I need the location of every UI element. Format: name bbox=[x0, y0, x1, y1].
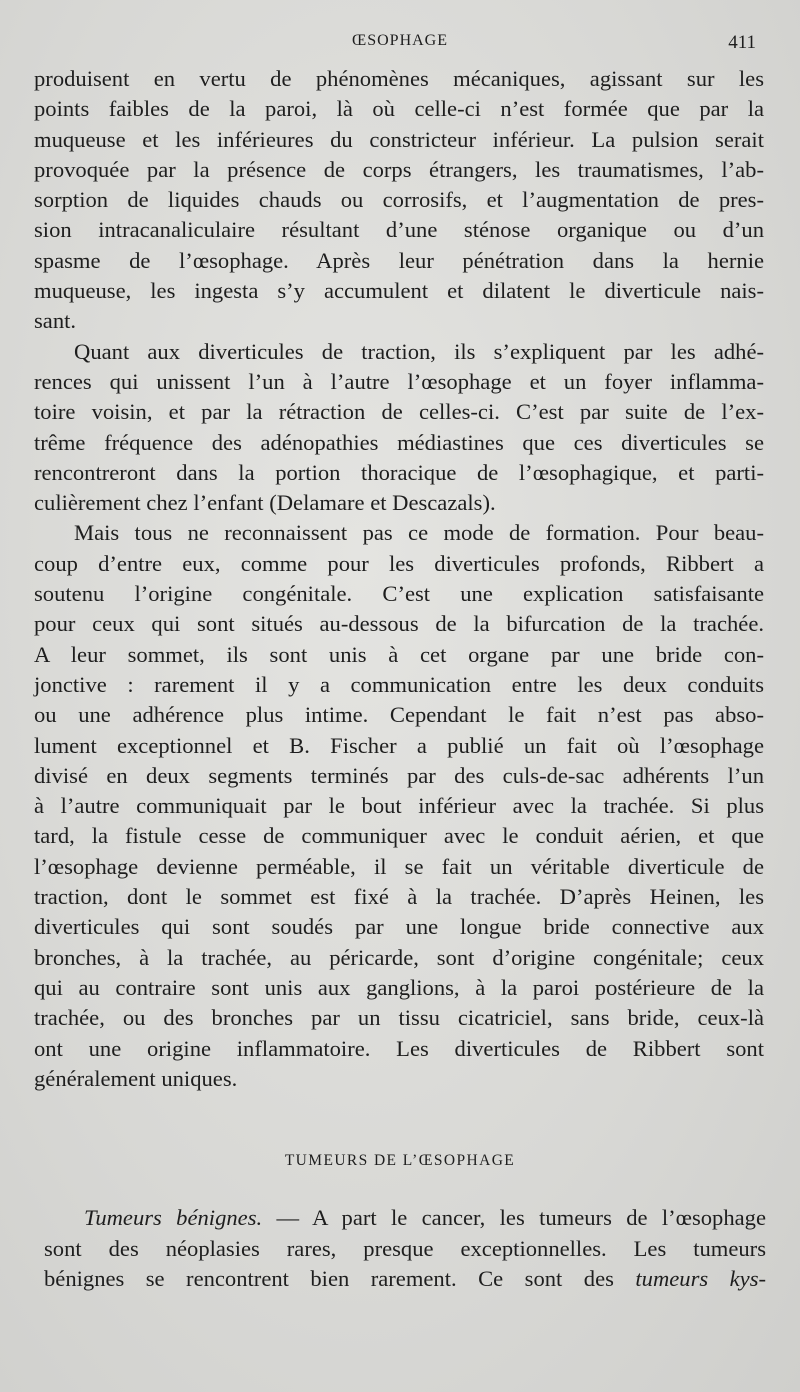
text-line: coup d’entre eux, comme pour les diverticules profonds, Ribbert a bbox=[34, 550, 764, 576]
text-line bbox=[44, 1264, 766, 1295]
running-head bbox=[0, 28, 800, 58]
text-line: tard, la fistule cesse de communiquer avec le conduit aérien, et que bbox=[34, 823, 764, 849]
text-line: ont une origine inflammatoire. Les diverticules de Ribbert sont bbox=[34, 1035, 764, 1061]
text-line: traction, dont le sommet est fixé à la trachée. D’après Heinen, les bbox=[34, 884, 764, 910]
running-title: ŒSOPHAGE bbox=[351, 32, 448, 49]
text-line: muqueuse, les ingesta s’y accumulent et dilatent le diverticule nais- bbox=[34, 278, 764, 304]
text-fragment: — A part le cancer, les tumeurs de l’œsophage bbox=[262, 1205, 766, 1230]
text-line: sion intracanaliculaire résultant d’une sténose organique ou d’un bbox=[34, 217, 764, 243]
text-line: Quant aux diverticules de traction, ils s’expliquent par les adhé- bbox=[74, 338, 764, 364]
text-line: spasme de l’œsophage. Après leur pénétration dans la hernie bbox=[34, 247, 764, 273]
text-line: trachée, ou des bronches par un tissu cicatriciel, sans bride, ceux-là bbox=[34, 1005, 764, 1031]
text-line: soutenu l’origine congénitale. C’est une explication satisfaisante bbox=[34, 581, 764, 607]
text-line: rencontreront dans la portion thoracique de l’œsophagique, et parti- bbox=[34, 459, 764, 485]
paragraph-congenital bbox=[34, 518, 764, 1094]
text-line: généralement uniques. bbox=[34, 1065, 238, 1091]
text-line: provoquée par la présence de corps étrangers, les traumatismes, l’ab- bbox=[34, 156, 764, 182]
paragraph-traction bbox=[34, 337, 764, 519]
text-line: points faibles de la paroi, là où celle-ci n’est formée que par la bbox=[34, 96, 764, 122]
text-line: divisé en deux segments terminés par des culs-de-sac adhérents l’un bbox=[34, 762, 764, 788]
text-line: l’œsophage devienne perméable, il se fait un véritable diverticule de bbox=[34, 853, 764, 879]
text-line: rences qui unissent l’un à l’autre l’œsophage et un foyer inflamma- bbox=[34, 368, 764, 394]
text-line: culièrement chez l’enfant (Delamare et Descazals). bbox=[34, 490, 496, 516]
paragraph-tumeurs bbox=[44, 1203, 766, 1295]
text-line: toire voisin, et par la rétraction de celles-ci. C’est par suite de l’ex- bbox=[34, 399, 764, 425]
text-line: à l’autre communiquait par le bout inférieur avec la trachée. Si plus bbox=[34, 793, 764, 819]
text-line: qui au contraire sont unis aux ganglions, à la paroi postérieure de la bbox=[34, 974, 764, 1000]
italic-term: tumeurs kys- bbox=[635, 1266, 767, 1292]
text-line bbox=[44, 1203, 766, 1234]
text-line: diverticules qui sont soudés par une longue bride connective aux bbox=[34, 914, 764, 940]
body-text bbox=[34, 64, 764, 1094]
paragraph-pulsion bbox=[34, 64, 764, 337]
text-line: sant. bbox=[34, 308, 77, 334]
text-line: sont des néoplasies rares, presque exceptionnelles. Les tumeurs bbox=[44, 1235, 766, 1261]
text-line: muqueuse et les inférieures du constricteur inférieur. La pulsion serait bbox=[34, 126, 764, 152]
text-line: bronches, à la trachée, au péricarde, sont d’origine congénitale; ceux bbox=[34, 944, 764, 970]
text-line: jonctive : rarement il y a communication entre les deux conduits bbox=[34, 671, 764, 697]
section-body bbox=[44, 1203, 766, 1295]
text-line: A leur sommet, ils sont unis à cet organe par une bride con- bbox=[34, 641, 764, 667]
text-line: Mais tous ne reconnaissent pas ce mode de formation. Pour beau- bbox=[74, 520, 764, 546]
text-line: pour ceux qui sont situés au-dessous de la bifurcation de la trachée. bbox=[34, 611, 764, 637]
text-line: lument exceptionnel et B. Fischer a publié un fait où l’œsophage bbox=[34, 732, 764, 758]
text-line: produisent en vertu de phénomènes mécaniques, agissant sur les bbox=[34, 66, 764, 91]
text-line: sorption de liquides chauds ou corrosifs, et l’augmentation de pres- bbox=[34, 187, 764, 213]
text-line: ou une adhérence plus intime. Cependant le fait n’est pas abso- bbox=[34, 702, 764, 728]
subhead: Tumeurs bénignes. bbox=[84, 1205, 263, 1230]
text-fragment: bénignes se rencontrent bien rarement. Ce sont des bbox=[44, 1266, 636, 1292]
section-heading: TUMEURS DE L’ŒSOPHAGE bbox=[284, 1152, 516, 1169]
text-line: trême fréquence des adénopathies médiastines que ces diverticules se bbox=[34, 429, 764, 455]
page-number: 411 bbox=[728, 32, 756, 53]
